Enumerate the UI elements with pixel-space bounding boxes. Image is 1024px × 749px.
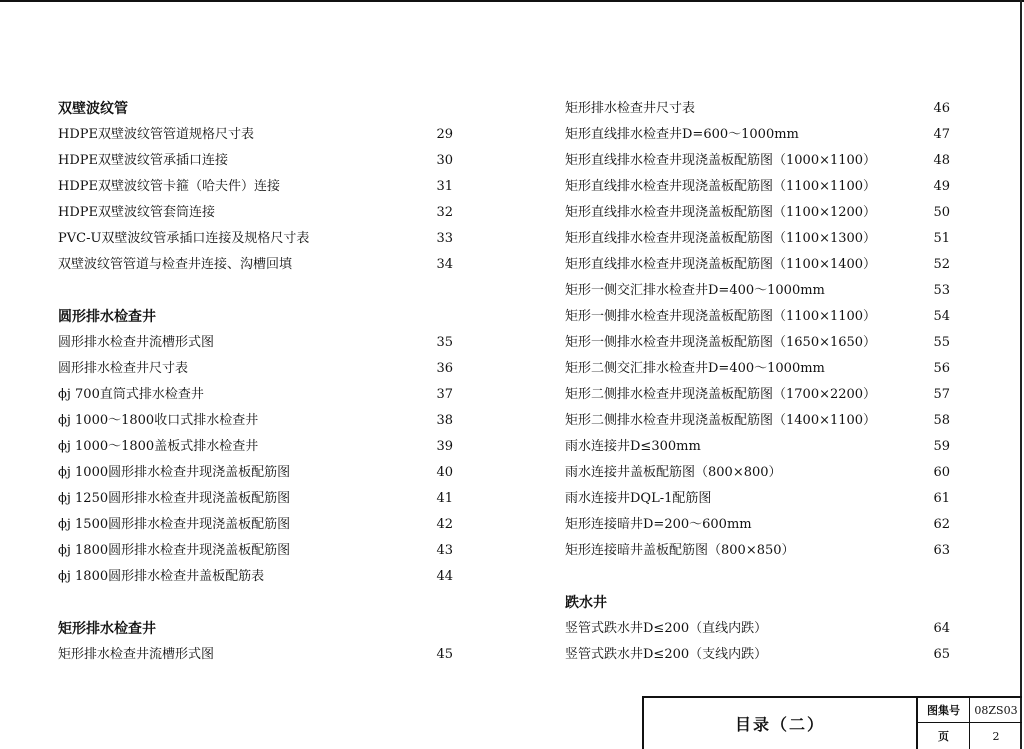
toc-entry	[565, 148, 950, 174]
toc-entry-title: ϕj 1000～1800盖板式排水检查井	[58, 439, 259, 454]
toc-entry-page: 55	[933, 335, 950, 350]
toc-entry-page: 60	[933, 465, 950, 480]
toc-entry-title: ϕj 1250圆形排水检查井现浇盖板配筋图	[58, 491, 291, 506]
toc-entry-page: 38	[436, 413, 453, 428]
toc-entry-page: 35	[436, 335, 453, 350]
toc-entry-page: 54	[933, 309, 950, 324]
toc-entry	[58, 486, 453, 512]
toc-entry-page: 51	[933, 231, 950, 246]
toc-entry-page: 53	[933, 283, 950, 298]
title-block-title: 目录（二）	[644, 698, 918, 749]
toc-entry	[565, 226, 950, 252]
toc-entry-title: PVC-U双壁波纹管承插口连接及规格尺寸表	[58, 231, 310, 246]
toc-entry-title: ϕj 1500圆形排水检查井现浇盖板配筋图	[58, 517, 291, 532]
toc-entry-title: 矩形直线排水检查井现浇盖板配筋图（1100×1300）	[565, 231, 877, 246]
toc-entry	[58, 200, 453, 226]
toc-entry	[58, 122, 453, 148]
atlas-number-value: 08ZS03	[970, 698, 1022, 723]
toc-entry	[565, 122, 950, 148]
toc-entry	[58, 460, 453, 486]
toc-entry	[58, 434, 453, 460]
title-block	[642, 696, 1022, 749]
toc-entry-title: 矩形排水检查井尺寸表	[565, 101, 696, 116]
page-top-border	[0, 0, 1024, 2]
toc-entry-page: 42	[436, 517, 453, 532]
toc-entry-title: ϕj 1000～1800收口式排水检查井	[58, 413, 259, 428]
toc-entry-page: 49	[933, 179, 950, 194]
toc-entry	[58, 382, 453, 408]
toc-entry	[565, 96, 950, 122]
toc-entry-page: 52	[933, 257, 950, 272]
toc-right-column	[565, 96, 950, 668]
toc-entry-page: 47	[933, 127, 950, 142]
toc-entry-title: 矩形直线排水检查井现浇盖板配筋图（1100×1200）	[565, 205, 877, 220]
section-heading: 跌水井	[565, 595, 607, 611]
toc-entry-title: ϕj 1800圆形排水检查井现浇盖板配筋图	[58, 543, 291, 558]
toc-entry	[565, 278, 950, 304]
toc-entry	[58, 512, 453, 538]
toc-entry-page: 37	[436, 387, 453, 402]
toc-entry	[58, 564, 453, 590]
toc-entry-page: 43	[436, 543, 453, 558]
toc-entry	[58, 226, 453, 252]
toc-entry	[565, 486, 950, 512]
toc-entry-title: 雨水连接井D≤300mm	[565, 439, 701, 454]
toc-entry-title: 雨水连接井DQL-1配筋图	[565, 491, 712, 506]
toc-left-column	[58, 96, 453, 668]
toc-entry	[565, 616, 950, 642]
toc-entry-title: HDPE双壁波纹管承插口连接	[58, 153, 228, 168]
toc-entry-page: 46	[933, 101, 950, 116]
page-number-value: 2	[992, 729, 1000, 743]
toc-entry-title: 矩形二侧交汇排水检查井D=400～1000mm	[565, 361, 825, 376]
toc-entry-page: 45	[436, 647, 453, 662]
toc-entry-page: 50	[933, 205, 950, 220]
toc-entry-page: 41	[436, 491, 453, 506]
toc-entry-page: 62	[933, 517, 950, 532]
toc-entry-title: ϕj 1800圆形排水检查井盖板配筋表	[58, 569, 265, 584]
toc-entry-page: 33	[436, 231, 453, 246]
toc-entry-page: 56	[933, 361, 950, 376]
toc-entry	[565, 382, 950, 408]
toc-entry-page: 39	[436, 439, 453, 454]
toc-entry-page: 31	[436, 179, 453, 194]
section-heading: 双壁波纹管	[58, 101, 128, 117]
toc-entry	[565, 538, 950, 564]
toc-entry-title: 圆形排水检查井尺寸表	[58, 361, 189, 376]
toc-entry	[565, 252, 950, 278]
toc-entry-title: 矩形连接暗井D=200～600mm	[565, 517, 752, 532]
toc-entry-title: 矩形二侧排水检查井现浇盖板配筋图（1400×1100）	[565, 413, 877, 428]
toc-entry-page: 48	[933, 153, 950, 168]
toc-entry-page: 36	[436, 361, 453, 376]
toc-entry-title: 圆形排水检查井流槽形式图	[58, 335, 215, 350]
toc-entry	[565, 460, 950, 486]
toc-entry-page: 44	[436, 569, 453, 584]
toc-entry	[565, 356, 950, 382]
toc-entry-title: HDPE双壁波纹管管道规格尺寸表	[58, 127, 254, 142]
toc-entry-title: 矩形一侧排水检查井现浇盖板配筋图（1650×1650）	[565, 335, 877, 350]
toc-entry-page: 61	[933, 491, 950, 506]
toc-entry-page: 34	[436, 257, 453, 272]
toc-entry	[565, 330, 950, 356]
toc-entry	[58, 356, 453, 382]
toc-entry-page: 57	[933, 387, 950, 402]
section-heading: 矩形排水检查井	[58, 621, 156, 637]
toc-entry-title: 竖管式跌水井D≤200（直线内跌）	[565, 621, 768, 636]
toc-entry	[565, 200, 950, 226]
toc-entry	[58, 538, 453, 564]
toc-entry-title: 矩形一侧交汇排水检查井D=400～1000mm	[565, 283, 825, 298]
toc-entry	[58, 330, 453, 356]
toc-entry	[58, 252, 453, 278]
toc-entry-title: 矩形直线排水检查井现浇盖板配筋图（1100×1400）	[565, 257, 877, 272]
toc-entry	[565, 512, 950, 538]
toc-entry	[58, 174, 453, 200]
toc-entry-page: 30	[436, 153, 453, 168]
toc-entry	[565, 434, 950, 460]
toc-entry	[565, 642, 950, 668]
toc-entry-page: 64	[933, 621, 950, 636]
toc-entry	[565, 408, 950, 434]
toc-entry-title: 矩形二侧排水检查井现浇盖板配筋图（1700×2200）	[565, 387, 877, 402]
toc-entry-page: 65	[933, 647, 950, 662]
toc-entry-title: 矩形排水检查井流槽形式图	[58, 647, 215, 662]
toc-entry-title: 双壁波纹管管道与检查井连接、沟槽回填	[58, 257, 293, 272]
toc-entry-title: 竖管式跌水井D≤200（支线内跌）	[565, 647, 768, 662]
toc-entry	[58, 642, 453, 668]
toc-entry-title: ϕj 700直筒式排水检查井	[58, 387, 204, 402]
section-gap	[58, 590, 453, 616]
section-gap	[58, 278, 453, 304]
toc-entry-title: 矩形直线排水检查井D=600～1000mm	[565, 127, 799, 142]
page-label: 页	[918, 723, 970, 749]
toc-entry	[565, 174, 950, 200]
toc-entry-page: 59	[933, 439, 950, 454]
section-gap	[565, 564, 950, 590]
toc-entry-page: 58	[933, 413, 950, 428]
toc-entry-page: 40	[436, 465, 453, 480]
toc-entry-title: ϕj 1000圆形排水检查井现浇盖板配筋图	[58, 465, 291, 480]
page-right-border	[1020, 0, 1022, 749]
toc-entry-title: 矩形一侧排水检查井现浇盖板配筋图（1100×1100）	[565, 309, 877, 324]
section-heading: 圆形排水检查井	[58, 309, 156, 325]
toc-entry-title: 矩形直线排水检查井现浇盖板配筋图（1100×1100）	[565, 179, 877, 194]
toc-entry	[565, 304, 950, 330]
toc-entry-title: HDPE双壁波纹管套筒连接	[58, 205, 215, 220]
atlas-number-label: 图集号	[918, 698, 970, 723]
toc-entry-title: 雨水连接井盖板配筋图（800×800）	[565, 465, 782, 480]
toc-entry-title: HDPE双壁波纹管卡箍（哈夫件）连接	[58, 179, 280, 194]
toc-entry-title: 矩形直线排水检查井现浇盖板配筋图（1000×1100）	[565, 153, 877, 168]
toc-entry-page: 29	[436, 127, 453, 142]
toc-entry-title: 矩形连接暗井盖板配筋图（800×850）	[565, 543, 795, 558]
toc-entry	[58, 408, 453, 434]
toc-entry-page: 63	[933, 543, 950, 558]
toc-entry	[58, 148, 453, 174]
toc-entry-page: 32	[436, 205, 453, 220]
